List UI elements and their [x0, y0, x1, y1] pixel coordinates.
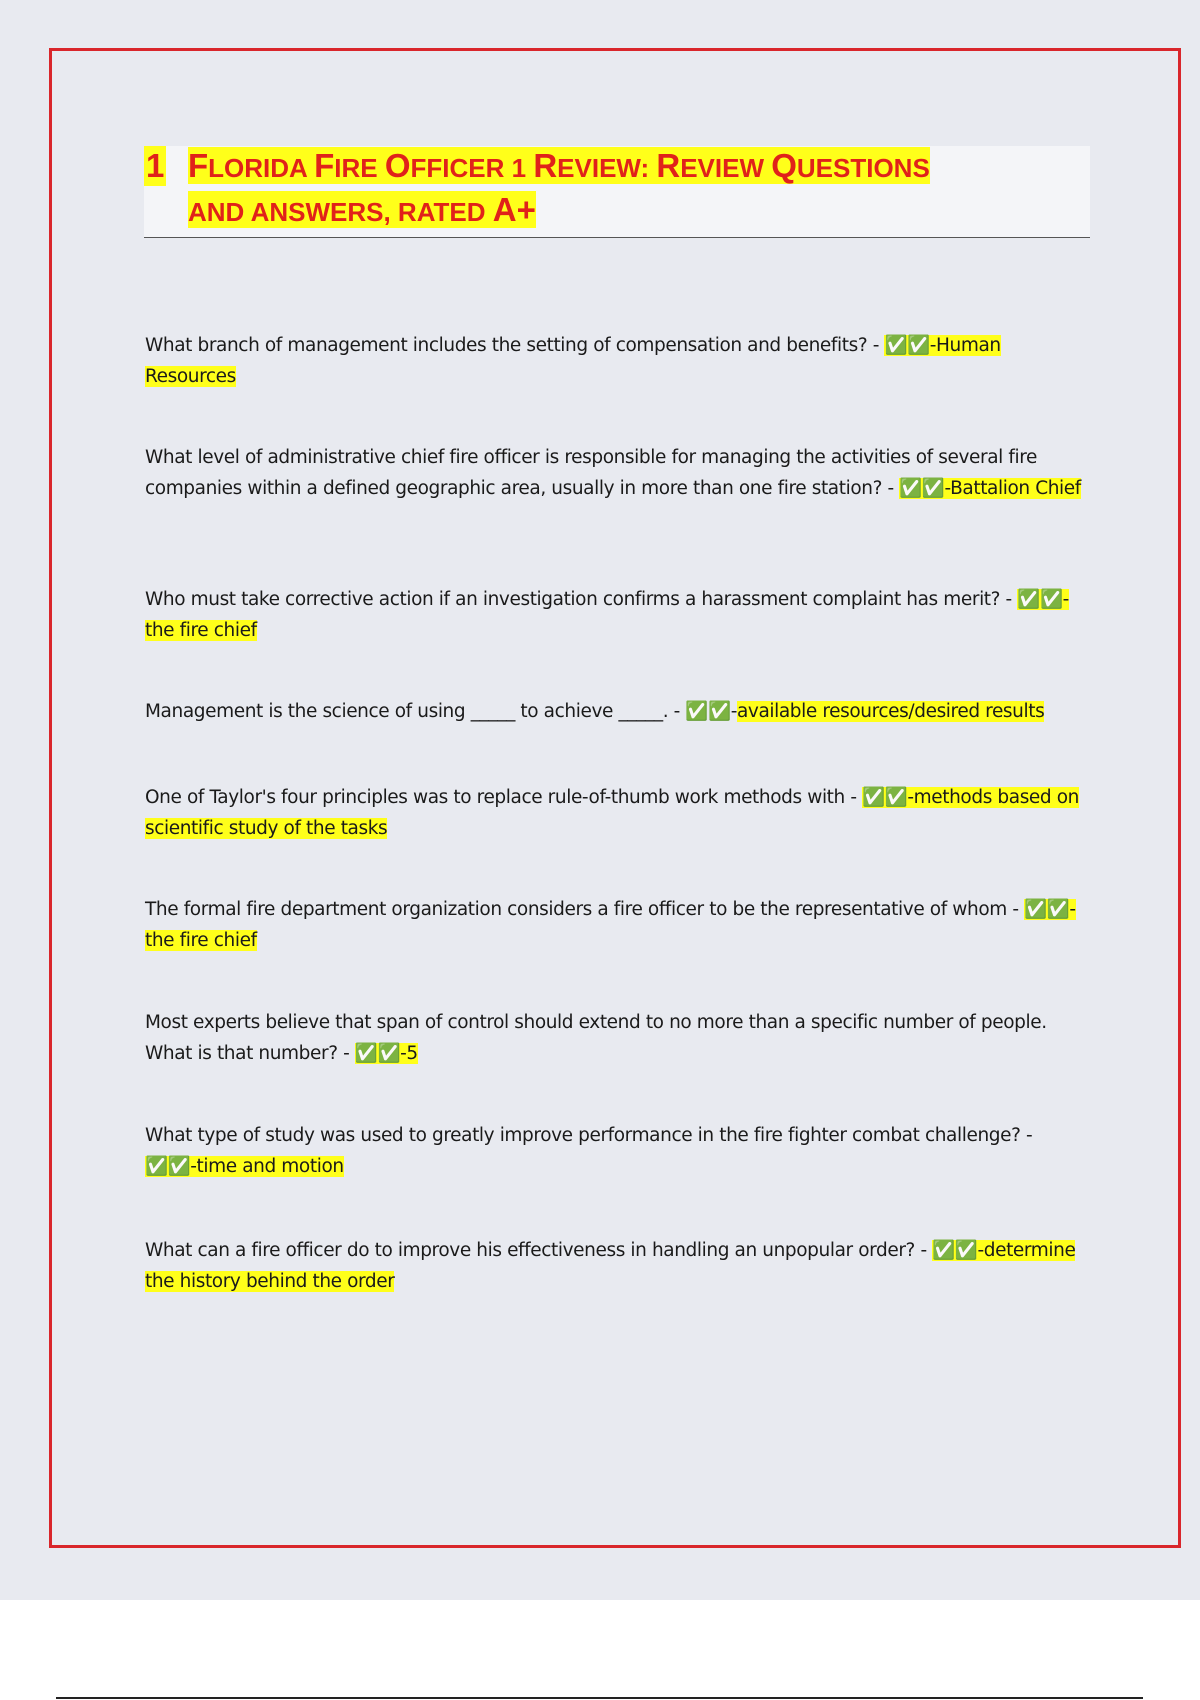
footer-divider: [56, 1697, 1143, 1699]
question-text: What branch of management includes the setting of compensation and benefits? -: [145, 335, 885, 356]
question-text: What type of study was used to greatly improve performance in the fire fighter combat challenge? -: [145, 1125, 1033, 1146]
answer-text: ✅✅-5: [354, 1043, 418, 1064]
answer-text: ✅✅-methods based on scientific study of the tasks: [145, 787, 1079, 839]
line1-part: EVIEW: [680, 153, 772, 183]
qa-item: [145, 1007, 1085, 1069]
line2-part: AND ANSWERS, RATED: [188, 197, 493, 227]
line1-part: IRE: [334, 153, 385, 183]
answer-text: ✅✅-determine the history behind the order: [145, 1240, 1076, 1292]
title-number: 1: [146, 147, 165, 184]
qa-item: [145, 1235, 1085, 1297]
qa-item: [145, 584, 1085, 646]
line2-part: A+: [492, 191, 536, 228]
line1-part: R: [656, 147, 681, 184]
qa-item: [145, 696, 1085, 727]
line1-part: R: [533, 147, 558, 184]
qa-item: [145, 782, 1085, 844]
line1-part: F: [314, 147, 335, 184]
question-text: What can a fire officer do to improve his effectiveness in handling an unpopular order? -: [145, 1240, 933, 1261]
qa-item: [145, 330, 1085, 392]
line1-part: EVIEW:: [557, 153, 657, 183]
answer-text: ✅✅-the fire chief: [145, 589, 1069, 641]
question-text: Management is the science of using _____ to achieve _____. - ✅✅-: [145, 701, 737, 722]
answer-text: ✅✅-Battalion Chief: [899, 478, 1081, 499]
question-text: Who must take corrective action if an investigation confirms a harassment complaint has merit? -: [145, 589, 1018, 610]
question-text: What level of administrative chief fire officer is responsible for managing the activities of several fire companies within a defined geographic area, usually in more than one fire station? -: [145, 447, 1038, 499]
qa-item: [145, 894, 1085, 956]
answer-text: ✅✅-the fire chief: [145, 899, 1076, 951]
title-line-2: [188, 190, 536, 232]
line1-part: LORIDA: [208, 153, 315, 183]
question-text: The formal fire department organization considers a fire officer to be the representative of whom -: [145, 899, 1025, 920]
line1-part: O: [384, 147, 411, 184]
question-text: Most experts believe that span of control should extend to no more than a specific number of people. What is that number? -: [145, 1012, 1047, 1064]
line1-part: Q: [771, 147, 797, 184]
answer-text: ✅✅-Human Resources: [145, 335, 1001, 387]
title-line-1: [188, 146, 930, 188]
line1-part: F: [188, 147, 209, 184]
document-title: [144, 146, 1090, 238]
answer-text: ✅✅-time and motion: [145, 1156, 344, 1177]
line1-part: UESTIONS: [796, 153, 930, 183]
question-text: One of Taylor's four principles was to replace rule-of-thumb work methods with -: [145, 787, 863, 808]
answer-text: available resources/desired results: [736, 701, 1045, 722]
line1-part: FFICER 1: [410, 153, 534, 183]
qa-item: [145, 442, 1085, 504]
qa-item: [145, 1120, 1085, 1182]
